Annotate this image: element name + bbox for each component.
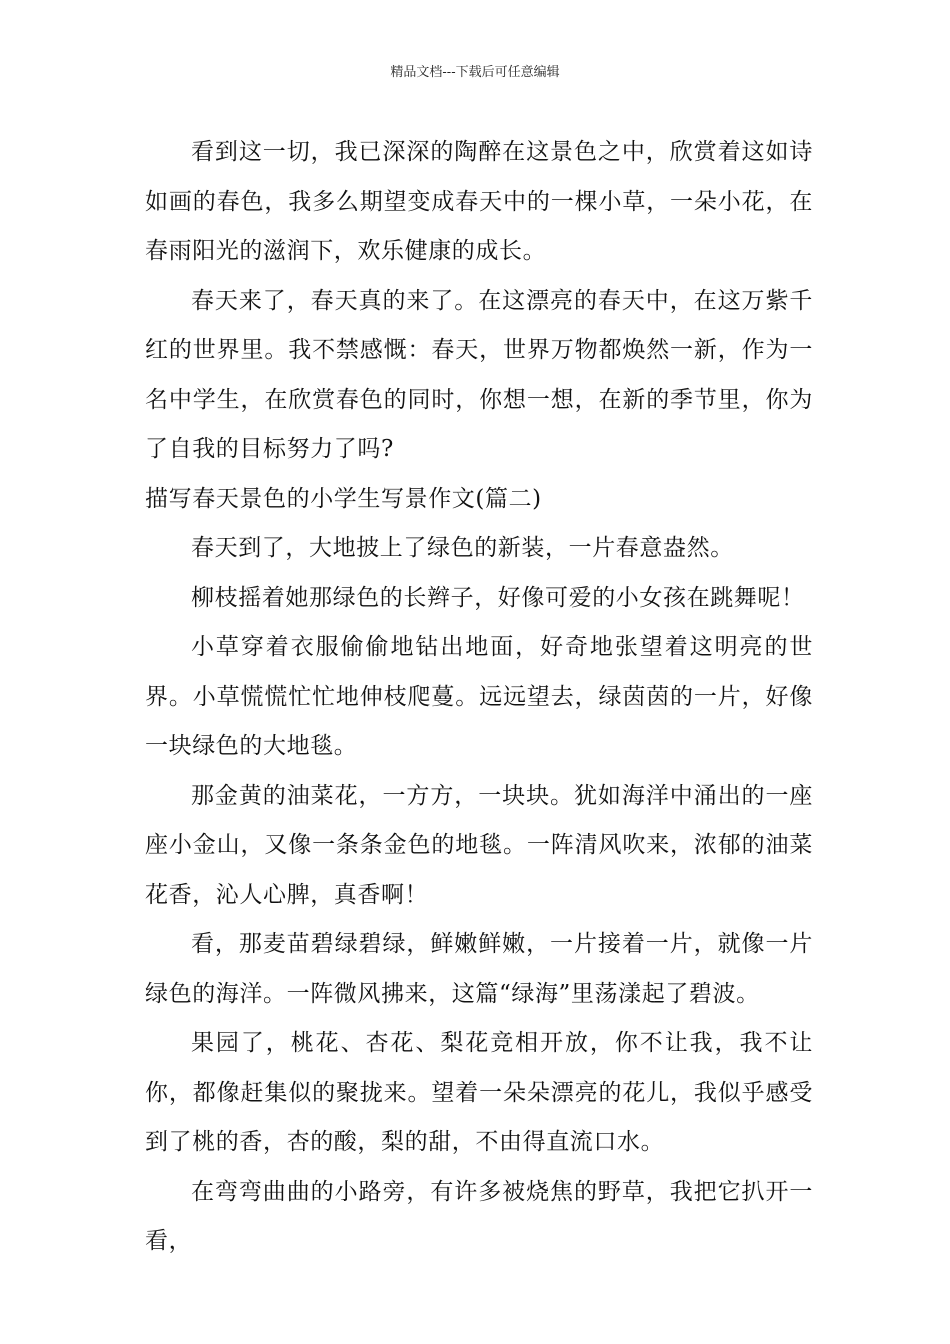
page-header: 精品文档---下载后可任意编辑	[390, 65, 560, 80]
paragraph: 看到这一切，我已深深的陶醉在这景色之中，欣赏着这如诗如画的春色，我多么期望变成春天中的一棵小草，一朵小花，在春雨阳光的滋润下，欢乐健康的成长。	[145, 139, 813, 264]
paragraph: 果园了，桃花、杏花、梨花竞相开放，你不让我，我不让你，都像赶集似的聚拢来。望着一朵朵漂亮的花儿，我似乎感受到了桃的香，杏的酸，梨的甜，不由得直流口水。	[145, 1030, 813, 1155]
paragraph: 看，那麦苗碧绿碧绿，鲜嫩鲜嫩，一片接着一片，就像一片绿色的海洋。一阵微风拂来，这篇“绿海”里荡漾起了碧波。	[145, 931, 813, 1007]
section-heading: 描写春天景色的小学生写景作文(篇二)	[145, 485, 542, 512]
paragraph: 春天来了，春天真的来了。在这漂亮的春天中，在这万紫千红的世界里。我不禁感慨：春天，世界万物都焕然一新，作为一名中学生，在欣赏春色的同时，你想一想，在新的季节里，你为了自我的目标努力了吗?	[145, 287, 813, 462]
paragraph: 小草穿着衣服偷偷地钻出地面，好奇地张望着这明亮的世界。小草慌慌忙忙地伸枝爬蔓。远远望去，绿茵茵的一片，好像一块绿色的大地毯。	[145, 634, 813, 759]
paragraph: 柳枝摇着她那绿色的长辫子，好像可爱的小女孩在跳舞呢！	[191, 584, 805, 611]
paragraph: 那金黄的油菜花，一方方，一块块。犹如海洋中涌出的一座座小金山，又像一条条金色的地毯。一阵清风吹来，浓郁的油菜花香，沁人心脾，真香啊！	[145, 782, 813, 908]
document-body	[145, 128, 813, 1267]
paragraph: 春天到了，大地披上了绿色的新装，一片春意盎然。	[191, 535, 734, 561]
paragraph: 在弯弯曲曲的小路旁，有许多被烧焦的野草，我把它扒开一看，	[145, 1178, 813, 1254]
